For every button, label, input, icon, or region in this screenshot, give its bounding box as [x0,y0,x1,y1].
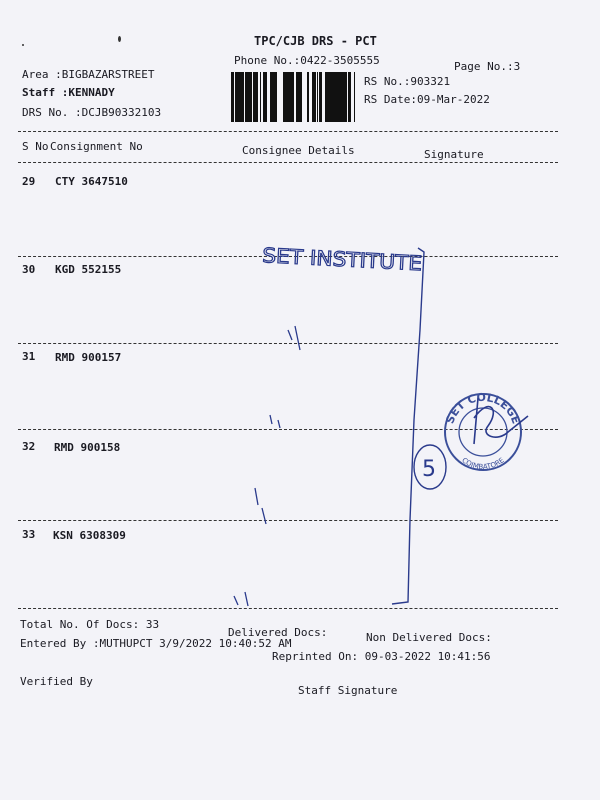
row-consignment: RMD 900157 [55,351,122,364]
barcode-bar [314,72,315,122]
barcode-bar [338,72,341,122]
row-sno: 30 [22,263,36,276]
row-sno: 32 [22,440,36,453]
barcode-bar [317,72,318,122]
row-sno: 29 [22,175,36,188]
barcode-bar [274,72,275,122]
barcode-bar [319,72,320,122]
divider [18,429,558,430]
barcode-bar [247,72,249,122]
ditto-mark [270,415,280,428]
row-sno: 31 [22,350,36,363]
barcode-bar [292,72,294,122]
college-stamp [443,391,522,471]
divider [18,343,558,344]
barcode-bar [272,72,274,122]
barcode-bar [237,72,240,122]
verified-by-label: Verified By [20,675,93,688]
barcode-bar [285,72,286,122]
barcode-bar [334,72,337,122]
print-speck [118,36,121,42]
divider [18,131,558,132]
stamp-text-bottom: COIMBATORE [460,456,506,472]
barcode-bar [283,72,285,122]
barcode-bar [232,72,233,122]
circled-number: 5 [422,457,436,482]
row-consignment: RMD 900158 [54,441,121,454]
barcode-bar [337,72,338,122]
barcode-bar [296,72,298,122]
barcode-bar [332,72,333,122]
barcode-bar [290,72,292,122]
column-header-consignee: Consignee Details [242,144,355,157]
barcode-bar [253,72,254,122]
barcode-bar [313,72,314,122]
phone-number: Phone No.:0422-3505555 [234,54,380,67]
barcode [231,72,358,122]
barcode-bar [331,72,332,122]
divider [18,608,558,609]
barcode-bar [231,72,232,122]
barcode-bar [275,72,277,122]
barcode-bar [266,72,267,122]
column-header-signature: Signature [424,148,484,161]
barcode-bar [270,72,271,122]
barcode-bar [333,72,334,122]
barcode-bar [286,72,287,122]
barcode-bar [325,72,328,122]
staff-label: Staff :KENNADY [22,86,115,99]
stamp-text-top: SET COLLEGE [443,390,523,426]
reprinted-on: Reprinted On: 09-03-2022 10:41:56 [272,650,491,663]
bracket-line [392,248,424,604]
barcode-bar [329,72,331,122]
page-number: Page No.:3 [454,60,521,73]
barcode-bar [348,72,351,122]
print-speck [22,44,24,46]
total-docs: Total No. Of Docs: 33 [20,618,160,631]
area-label: Area :BIGBAZARSTREET [22,68,155,81]
column-header-sno: S No [22,140,49,153]
barcode-bar [235,72,237,122]
barcode-bar [307,72,308,122]
barcode-bar [354,72,355,122]
circled-number-ring [414,445,446,489]
barcode-bar [320,72,321,122]
barcode-bar [298,72,301,122]
staff-signature-label: Staff Signature [298,684,398,697]
barcode-bar [321,72,322,122]
barcode-bar [249,72,252,122]
drs-number: DRS No. :DCJB90332103 [22,106,162,119]
barcode-bar [287,72,290,122]
row-sno: 33 [22,528,36,541]
barcode-bar [301,72,302,122]
barcode-bar [245,72,247,122]
divider [18,256,558,257]
barcode-bar [315,72,316,122]
divider [18,162,558,163]
barcode-bar [263,72,265,122]
barcode-bar [241,72,243,122]
barcode-bar [240,72,241,122]
barcode-bar [233,72,234,122]
barcode-bar [344,72,347,122]
barcode-bar [256,72,258,122]
ditto-mark [288,326,300,350]
ditto-mark [234,592,248,606]
barcode-bar [308,72,309,122]
barcode-bar [260,72,261,122]
divider [18,520,558,521]
row-consignment: KSN 6308309 [53,529,126,542]
svg-text:SET COLLEGE [443,391,522,426]
entered-by: Entered By :MUTHUPCT 3/9/2022 10:40:52 AM [20,637,292,650]
rs-date: RS Date:09-Mar-2022 [364,93,490,106]
document-title: TPC/CJB DRS - PCT [254,34,377,48]
barcode-bar [265,72,266,122]
row-consignment: KGD 552155 [55,263,122,276]
non-delivered-docs: Non Delivered Docs: [366,631,492,644]
delivered-docs: Delivered Docs: [228,626,328,639]
barcode-bar [328,72,329,122]
signature-scribble [474,398,528,444]
barcode-bar [254,72,256,122]
barcode-bar [341,72,344,122]
row-consignment: CTY 3647510 [55,175,128,188]
svg-text:COIMBATORE [460,456,505,471]
ditto-mark [255,488,266,524]
handwritten-consignee: SET INSTITUTE [261,243,411,275]
column-header-consignment: Consignment No [50,140,143,153]
rs-number: RS No.:903321 [364,75,451,88]
barcode-bar [243,72,244,122]
barcode-bar [312,72,313,122]
barcode-bar [271,72,272,122]
